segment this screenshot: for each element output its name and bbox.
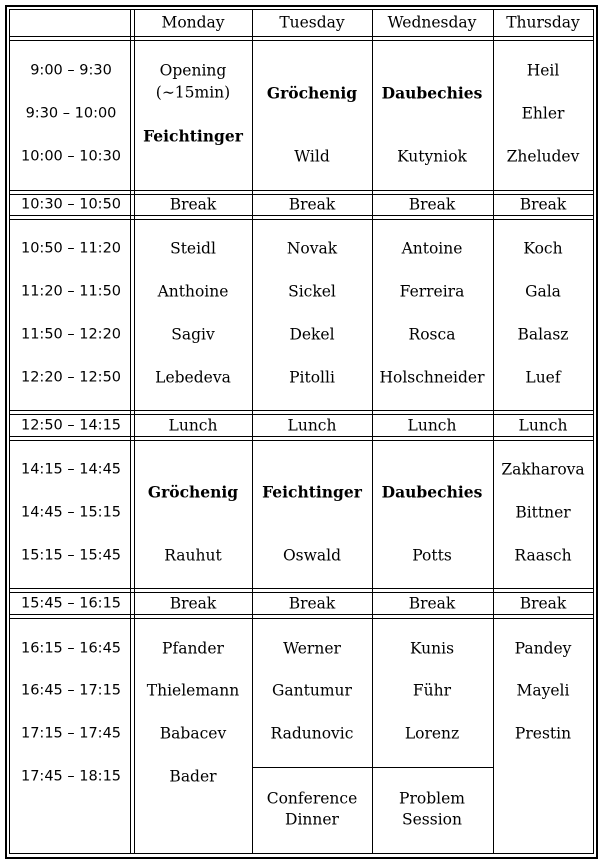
keynote-cell: Gröchenig xyxy=(147,482,239,502)
grid-line xyxy=(9,36,594,37)
time-slot: 10:00 – 10:30 xyxy=(20,148,122,165)
session-cell: Pitolli xyxy=(289,368,335,387)
grid-line xyxy=(9,618,594,619)
session-cell: Heil xyxy=(526,61,560,80)
session-cell: Rosca xyxy=(408,325,456,344)
time-slot: 14:15 – 14:45 xyxy=(20,461,122,478)
time-slot: 16:15 – 16:45 xyxy=(20,640,122,657)
keynote-cell: Feichtinger xyxy=(143,126,243,146)
time-slot: 17:45 – 18:15 xyxy=(20,768,122,785)
grid-line xyxy=(9,219,594,220)
session-cell: Anthoine xyxy=(157,282,229,301)
session-cell: Oswald xyxy=(282,546,342,565)
grid-line xyxy=(593,9,594,854)
frame-line xyxy=(5,5,598,7)
session-cell: Gantumur xyxy=(272,681,352,700)
session-cell: Sickel xyxy=(288,282,336,301)
session-cell: Wild xyxy=(294,147,330,166)
frame-line xyxy=(5,5,7,859)
grid-line xyxy=(9,9,594,10)
keynote-cell: Daubechies xyxy=(381,83,483,103)
grid-line xyxy=(9,40,594,41)
grid-line xyxy=(134,9,135,854)
keynote-cell: Gröchenig xyxy=(266,83,358,103)
session-cell: Luef xyxy=(525,368,561,387)
keynote-cell: Feichtinger xyxy=(262,482,362,502)
break-cell: Break xyxy=(288,195,336,214)
session-cell: Koch xyxy=(523,239,563,258)
time-slot: 17:15 – 17:45 xyxy=(20,725,122,742)
time-slot: 10:50 – 11:20 xyxy=(20,240,122,257)
session-cell: Pfander xyxy=(162,639,224,658)
session-cell: Zakharova xyxy=(501,460,585,479)
time-slot: 15:45 – 16:15 xyxy=(20,595,122,612)
session-cell: Radunovic xyxy=(270,724,354,743)
break-cell: Break xyxy=(169,594,217,613)
session-cell: Opening xyxy=(159,61,227,80)
session-cell: Bittner xyxy=(515,503,571,522)
session-cell: Lebedeva xyxy=(155,368,231,387)
lunch-cell: Lunch xyxy=(407,416,457,435)
session-cell: Rauhut xyxy=(164,546,222,565)
session-cell: Novak xyxy=(286,239,338,258)
grid-line xyxy=(9,9,10,854)
time-slot: 12:50 – 14:15 xyxy=(20,417,122,434)
grid-line xyxy=(9,190,594,191)
session-cell: Bader xyxy=(169,767,217,786)
grid-line xyxy=(9,588,594,589)
time-slot: 10:30 – 10:50 xyxy=(20,196,122,213)
session-cell: Prestin xyxy=(514,724,572,743)
time-slot: 16:45 – 17:15 xyxy=(20,682,122,699)
frame-line xyxy=(596,5,598,859)
session-cell: Babacev xyxy=(159,724,227,743)
break-cell: Break xyxy=(408,594,456,613)
break-cell: Break xyxy=(169,195,217,214)
time-slot: 11:20 – 11:50 xyxy=(20,283,122,300)
special-event-cell: Problem xyxy=(399,789,465,808)
grid-line xyxy=(493,9,494,854)
grid-line xyxy=(130,9,131,854)
lunch-cell: Lunch xyxy=(287,416,337,435)
session-cell: (∼15min) xyxy=(155,83,231,102)
session-cell: Kutyniok xyxy=(397,147,467,166)
time-slot: 14:45 – 15:15 xyxy=(20,504,122,521)
break-cell: Break xyxy=(519,594,567,613)
session-cell: Kunis xyxy=(409,639,455,658)
session-cell: Ehler xyxy=(521,104,565,123)
session-cell: Dekel xyxy=(289,325,335,344)
session-cell: Führ xyxy=(412,681,452,700)
session-cell: Sagiv xyxy=(171,325,215,344)
time-slot: 15:15 – 15:45 xyxy=(20,547,122,564)
session-cell: Antoine xyxy=(401,239,463,258)
session-cell: Mayeli xyxy=(516,681,570,700)
time-slot: 12:20 – 12:50 xyxy=(20,369,122,386)
session-cell: Balasz xyxy=(517,325,569,344)
session-cell: Ferreira xyxy=(399,282,465,301)
keynote-cell: Daubechies xyxy=(381,482,483,502)
session-cell: Raasch xyxy=(514,546,572,565)
grid-line xyxy=(252,767,494,768)
session-cell: Thielemann xyxy=(146,681,240,700)
session-cell: Gala xyxy=(525,282,561,301)
session-cell: Potts xyxy=(412,546,452,565)
session-cell: Pandey xyxy=(514,639,572,658)
lunch-cell: Lunch xyxy=(168,416,218,435)
special-event-cell: Dinner xyxy=(285,810,339,829)
grid-line xyxy=(9,410,594,411)
frame-line xyxy=(5,857,598,859)
lunch-cell: Lunch xyxy=(518,416,568,435)
break-cell: Break xyxy=(288,594,336,613)
time-slot: 9:30 – 10:00 xyxy=(25,105,117,122)
special-event-cell: Conference xyxy=(266,789,358,808)
break-cell: Break xyxy=(519,195,567,214)
grid-line xyxy=(9,440,594,441)
session-cell: Lorenz xyxy=(404,724,460,743)
special-event-cell: Session xyxy=(402,810,462,829)
day-header: Wednesday xyxy=(387,13,477,32)
day-header: Thursday xyxy=(506,13,580,32)
time-slot: 11:50 – 12:20 xyxy=(20,326,122,343)
day-header: Tuesday xyxy=(279,13,345,32)
grid-line xyxy=(252,9,253,854)
grid-line xyxy=(9,853,594,854)
session-cell: Steidl xyxy=(170,239,216,258)
session-cell: Werner xyxy=(283,639,341,658)
time-slot: 9:00 – 9:30 xyxy=(30,62,112,79)
break-cell: Break xyxy=(408,195,456,214)
day-header: Monday xyxy=(161,13,225,32)
session-cell: Zheludev xyxy=(506,147,580,166)
grid-line xyxy=(372,9,373,854)
session-cell: Holschneider xyxy=(379,368,485,387)
